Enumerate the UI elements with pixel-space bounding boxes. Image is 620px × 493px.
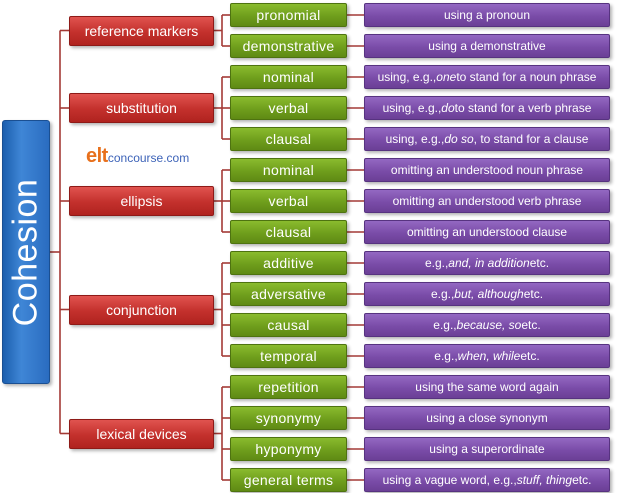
category-label: reference markers [84, 22, 199, 39]
subtype-label: general terms [243, 472, 334, 488]
subtype-clausal [230, 220, 347, 244]
subtype-pronomial [230, 3, 347, 27]
description-text: omitting an understood noun phrase [390, 163, 584, 177]
subtype-label: nominal [262, 69, 315, 85]
description-example: and, in addition [448, 256, 530, 270]
category-label: conjunction [106, 301, 177, 318]
description-causal [364, 313, 610, 337]
subtype-label: verbal [268, 100, 309, 116]
description-example: do [441, 101, 455, 115]
description-nominal [364, 65, 610, 89]
description-repetition [364, 375, 610, 399]
subtype-repetition [230, 375, 347, 399]
subtype-label: nominal [262, 162, 315, 178]
category-reference-markers [69, 16, 214, 46]
description-text: , to stand for a clause [473, 132, 589, 146]
description-text: using a vague word, e.g., [382, 473, 517, 487]
category-substitution [69, 93, 214, 123]
subtype-causal [230, 313, 347, 337]
description-example: because, so [456, 318, 522, 332]
subtype-synonymy [230, 406, 347, 430]
subtype-nominal [230, 158, 347, 182]
brand-concourse: concourse.com [107, 151, 190, 165]
description-synonymy [364, 406, 610, 430]
subtype-label: clausal [265, 224, 312, 240]
description-temporal [364, 344, 610, 368]
subtype-label: verbal [268, 193, 309, 209]
subtype-label: additive [263, 255, 314, 271]
subtype-label: temporal [260, 348, 317, 364]
subtype-label: clausal [265, 131, 312, 147]
description-text: using, e.g., [385, 132, 445, 146]
description-nominal [364, 158, 610, 182]
subtype-verbal [230, 96, 347, 120]
description-verbal [364, 96, 610, 120]
description-clausal [364, 127, 610, 151]
description-general-terms [364, 468, 610, 492]
description-text: etc. [529, 256, 550, 270]
description-example: one [436, 70, 457, 84]
category-label: ellipsis [120, 193, 163, 209]
subtype-verbal [230, 189, 347, 213]
subtype-label: causal [267, 317, 310, 333]
description-demonstrative [364, 34, 610, 58]
category-lexical-devices [69, 419, 214, 449]
description-text: etc. [521, 318, 541, 332]
subtype-label: hyponymy [255, 441, 322, 457]
description-text: using a superordinate [429, 442, 545, 456]
subtype-label: synonymy [255, 410, 322, 426]
description-example: but, although [454, 287, 524, 301]
subtype-clausal [230, 127, 347, 151]
brand-elt: elt [86, 145, 108, 167]
subtype-label: demonstrative [242, 38, 335, 54]
subtype-label: repetition [258, 379, 319, 395]
category-ellipsis [69, 186, 214, 216]
description-text: e.g., [434, 349, 458, 363]
description-verbal [364, 189, 610, 213]
description-text: using a close synonym [426, 411, 548, 425]
subtype-hyponymy [230, 437, 347, 461]
description-text: using the same word again [415, 380, 559, 394]
subtype-label: pronomial [256, 7, 321, 23]
description-example: stuff, thing [516, 473, 573, 487]
description-hyponymy [364, 437, 610, 461]
description-text: omitting an understood clause [406, 225, 568, 239]
root-node-cohesion [2, 120, 50, 384]
description-text: using a demonstrative [428, 39, 546, 53]
description-text: etc. [572, 473, 592, 487]
category-conjunction [69, 295, 214, 325]
description-additive [364, 251, 610, 275]
description-text: omitting an understood verb phrase [392, 194, 582, 208]
subtype-additive [230, 251, 347, 275]
description-text: to stand for a noun phrase [456, 70, 597, 84]
subtype-adversative [230, 282, 347, 306]
description-text: using a pronoun [443, 8, 531, 22]
description-example: do so [444, 132, 474, 146]
subtype-label: adversative [251, 286, 326, 302]
description-text: using, e.g., [382, 101, 442, 115]
description-text: to stand for a verb phrase [454, 101, 592, 115]
description-example: when, while [457, 349, 521, 363]
subtype-nominal [230, 65, 347, 89]
subtype-temporal [230, 344, 347, 368]
description-text: using, e.g., [377, 70, 437, 84]
root-label: Cohesion [6, 178, 45, 326]
subtype-general-terms [230, 468, 347, 492]
category-label: lexical devices [96, 425, 187, 442]
description-text: etc. [523, 287, 544, 301]
subtype-demonstrative [230, 34, 347, 58]
description-clausal [364, 220, 610, 244]
description-pronomial [364, 3, 610, 27]
description-text: e.g., [430, 287, 455, 301]
description-text: etc. [520, 349, 540, 363]
description-text: e.g., [433, 318, 457, 332]
brand-logo [86, 145, 189, 168]
description-adversative [364, 282, 610, 306]
category-label: substitution [106, 100, 177, 116]
description-text: e.g., [424, 256, 449, 270]
